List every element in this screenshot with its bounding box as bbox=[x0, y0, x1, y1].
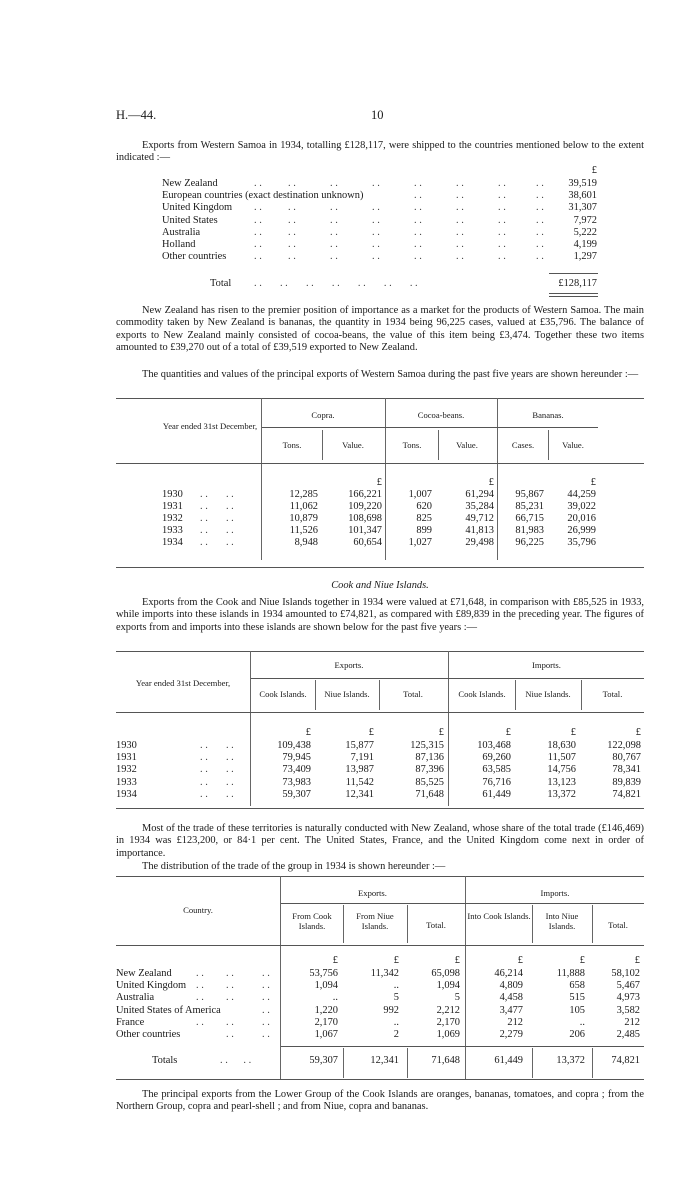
leader-dot: . . bbox=[414, 202, 422, 214]
subheader: From Niue Islands. bbox=[356, 911, 394, 931]
country-cell: New Zealand bbox=[116, 968, 172, 979]
value-cell: 11,542 bbox=[345, 776, 374, 788]
leader-dot: . . bbox=[372, 178, 380, 189]
paragraph-samoa-exports-intro: The quantities and values of the principal exports of Western Samoa during the past five years are shown hereunder :— bbox=[142, 369, 639, 380]
subheader: Niue Islands. bbox=[324, 689, 370, 699]
table-top-rule bbox=[116, 651, 644, 652]
subheader-rule bbox=[515, 680, 516, 710]
value-cell: 2,170 bbox=[436, 1016, 460, 1028]
leader-dot: . . bbox=[414, 226, 422, 238]
leader-dot: . . bbox=[414, 251, 422, 263]
leader-dot: . . bbox=[536, 214, 544, 226]
paragraph-nz-market: New Zealand has risen to the premier position of importance as a market for the products of Western Samoa. The main commodity taken by New Zealand is bananas, the quantity in 1934 being 96,225 cases, valued at £35,796. The balance of exports to New Zealand mainly consisted of cocoa-beans, the value of this item being £3,474. Together these two items amounted to £39,270 out of a total of £39,519 exported to New Zealand. bbox=[116, 305, 644, 354]
leader-dots: . . . . bbox=[200, 764, 234, 776]
year-cell: 1933 bbox=[116, 776, 137, 788]
leader-dots: . . . . bbox=[200, 489, 234, 500]
value-cell: 35,284 bbox=[465, 501, 494, 512]
paragraph-distribution-intro: The distribution of the trade of the group in 1934 is shown hereunder :— bbox=[142, 861, 446, 872]
value-cell: 122,098 bbox=[607, 740, 641, 751]
value-cell: 212 bbox=[507, 1016, 523, 1028]
leader-dot: . . bbox=[262, 992, 270, 1004]
value-cell: 212 bbox=[624, 1016, 640, 1028]
value-cell: 4,973 bbox=[616, 992, 640, 1004]
value-cell: 1,069 bbox=[436, 1029, 460, 1040]
value-cell: 46,214 bbox=[494, 968, 523, 979]
value-cell: 11,342 bbox=[370, 968, 399, 979]
country-cell: United Kingdom bbox=[116, 980, 187, 992]
year-cell: 1934 bbox=[116, 788, 137, 800]
leader-dot: . . bbox=[372, 239, 380, 250]
leader-dot: . . bbox=[330, 239, 338, 250]
value-cell: 7,191 bbox=[350, 752, 374, 764]
currency-symbol: £ bbox=[454, 955, 460, 966]
value-cell: 105 bbox=[569, 1004, 585, 1016]
table-bottom-rule bbox=[116, 1079, 644, 1080]
value-cell: 2,212 bbox=[436, 1004, 460, 1016]
leader-dot: . . bbox=[414, 239, 422, 250]
currency-symbol: £ bbox=[505, 727, 511, 738]
value-cell: .. bbox=[579, 1016, 585, 1028]
country-cell: United States of America bbox=[116, 1004, 221, 1016]
leader-dots: . . . . bbox=[200, 537, 234, 548]
value-cell: 166,221 bbox=[348, 489, 382, 500]
leader-dot: . . bbox=[456, 251, 464, 263]
subheader: Total. bbox=[403, 689, 423, 699]
value-cell: 206 bbox=[569, 1029, 585, 1040]
year-column-header: Year ended 31st December, bbox=[135, 678, 231, 688]
page-number: 10 bbox=[371, 108, 384, 122]
subheader: Value. bbox=[342, 440, 364, 450]
value-cell: 66,715 bbox=[515, 513, 544, 524]
value-cell: 87,136 bbox=[415, 752, 444, 764]
currency-symbol: £ bbox=[591, 165, 597, 176]
leader-dot: . . bbox=[262, 1004, 270, 1016]
value-cell: 658 bbox=[569, 980, 585, 992]
header-bottom-rule bbox=[116, 945, 644, 946]
destination-value: 4,199 bbox=[573, 239, 597, 250]
leader-dot: . . bbox=[414, 190, 422, 202]
currency-symbol: £ bbox=[305, 727, 311, 738]
value-cell: 58,102 bbox=[611, 968, 640, 979]
year-cell: 1930 bbox=[162, 489, 183, 500]
subheader-rule bbox=[592, 905, 593, 943]
destination-label: New Zealand bbox=[162, 178, 218, 189]
paragraph-trade-share: Most of the trade of these territories is naturally conducted with New Zealand, whose share of the total trade (£146,469) in 1934 was £123,200, or 84·1 per cent. The United States, France, and the United Kingdom come next in order of importance. bbox=[116, 823, 644, 859]
value-cell: .. bbox=[393, 980, 399, 992]
country-cell: Other countries bbox=[116, 1029, 181, 1040]
year-cell: 1932 bbox=[162, 513, 183, 524]
leader-dot: . . bbox=[498, 202, 506, 214]
leader-dot: . . bbox=[372, 251, 380, 263]
destination-label: United Kingdom bbox=[162, 202, 233, 214]
leader-dot: . . bbox=[226, 1029, 234, 1040]
total-label: Total bbox=[210, 278, 232, 289]
header-bottom-rule bbox=[116, 712, 644, 713]
subheader: Cook Islands. bbox=[259, 689, 307, 699]
destination-value: 1,297 bbox=[573, 251, 597, 263]
value-cell: .. bbox=[393, 1016, 399, 1028]
leader-dot: . . bbox=[536, 251, 544, 263]
leader-dot: . . bbox=[262, 1029, 270, 1040]
leader-dot: . . bbox=[254, 239, 262, 250]
leader-dot: . . bbox=[498, 251, 506, 263]
value-cell: 1,067 bbox=[314, 1029, 338, 1040]
leader-dot: . . bbox=[288, 239, 296, 250]
value-cell: 78,341 bbox=[612, 764, 641, 776]
currency-symbol: £ bbox=[368, 727, 374, 738]
destination-value: 31,307 bbox=[568, 202, 597, 214]
currency-symbol: £ bbox=[332, 955, 338, 966]
currency-symbol: £ bbox=[579, 955, 585, 966]
document-reference: H.—44. bbox=[116, 108, 157, 122]
subheader-rule bbox=[407, 905, 408, 943]
value-cell: 108,698 bbox=[348, 513, 382, 524]
subheader: Total. bbox=[426, 920, 446, 930]
table-top-rule bbox=[116, 876, 644, 877]
value-cell: 515 bbox=[569, 992, 585, 1004]
subheader: Into Niue Islands. bbox=[545, 911, 579, 931]
value-cell: 4,458 bbox=[499, 992, 523, 1004]
value-cell: 1,094 bbox=[436, 980, 460, 992]
currency-symbol: £ bbox=[393, 955, 399, 966]
leader-dot: . . bbox=[254, 202, 262, 214]
country-cell: France bbox=[116, 1016, 145, 1028]
value-cell: 80,767 bbox=[612, 752, 641, 764]
leader-dot: . . bbox=[414, 178, 422, 189]
total-cell: 71,648 bbox=[431, 1055, 460, 1066]
leader-dot: . . bbox=[456, 190, 464, 202]
subheader: Total. bbox=[602, 689, 623, 699]
leader-dot: . . bbox=[330, 214, 338, 226]
leader-dot: . . bbox=[498, 226, 506, 238]
leader-dot: . . bbox=[498, 239, 506, 250]
currency-symbol: £ bbox=[590, 477, 596, 488]
value-cell: 59,307 bbox=[282, 788, 311, 800]
leader-dot: . . bbox=[254, 214, 262, 226]
total-cell: 61,449 bbox=[494, 1055, 523, 1066]
value-cell: 5,467 bbox=[616, 980, 640, 992]
value-cell: 4,809 bbox=[499, 980, 523, 992]
leader-dot: . . bbox=[372, 214, 380, 226]
leader-dot: . . bbox=[226, 968, 234, 979]
value-cell: 12,285 bbox=[289, 489, 318, 500]
group-underline bbox=[251, 678, 644, 679]
value-cell: 13,372 bbox=[547, 788, 576, 800]
value-cell: 63,585 bbox=[482, 764, 511, 776]
country-column-header: Country. bbox=[183, 905, 213, 915]
value-cell: 109,438 bbox=[277, 740, 311, 751]
double-rule bbox=[549, 296, 598, 297]
leader-dot: . . bbox=[196, 968, 204, 979]
value-cell: 12,341 bbox=[345, 788, 374, 800]
group-underline bbox=[281, 903, 644, 904]
leader-dot: . . bbox=[226, 980, 234, 992]
group-header-copra: Copra. bbox=[311, 410, 335, 420]
destination-value: 7,972 bbox=[573, 214, 597, 226]
leader-dot: . . bbox=[262, 968, 270, 979]
leader-dot: . . bbox=[196, 980, 204, 992]
value-cell: 11,062 bbox=[289, 501, 318, 512]
year-cell: 1931 bbox=[116, 752, 137, 764]
paragraph-principal-exports: The principal exports from the Lower Group of the Cook Islands are oranges, bananas, tomatoes, and copra ; from the Northern Group, copra and pearl-shell ; and from Niue, copra and bananas. bbox=[116, 1089, 644, 1113]
leader-dot: . . bbox=[196, 992, 204, 1004]
destination-label: Holland bbox=[162, 239, 196, 250]
currency-symbol: £ bbox=[438, 727, 444, 738]
leader-dots: . . . . bbox=[200, 525, 234, 536]
currency-symbol: £ bbox=[517, 955, 523, 966]
value-cell: 74,821 bbox=[612, 788, 641, 800]
group-header-cocoa: Cocoa-beans. bbox=[417, 410, 465, 420]
subheader-rule bbox=[548, 430, 549, 460]
value-cell: 60,654 bbox=[353, 537, 382, 548]
year-cell: 1932 bbox=[116, 764, 137, 776]
subheader-rule bbox=[343, 905, 344, 943]
subheader: Niue Islands. bbox=[525, 689, 571, 699]
leader-dot: . . bbox=[196, 1016, 204, 1028]
leader-dots: . . . . . . . . . . . . . . bbox=[254, 278, 418, 289]
subheader: Tons. bbox=[282, 440, 302, 450]
value-cell: 11,507 bbox=[547, 752, 576, 764]
year-cell: 1933 bbox=[162, 525, 183, 536]
leader-dots: . . . . bbox=[200, 776, 234, 788]
subheader-rule bbox=[315, 680, 316, 710]
leader-dot: . . bbox=[254, 251, 262, 263]
value-cell: 81,983 bbox=[515, 525, 544, 536]
leader-dot: . . bbox=[536, 239, 544, 250]
subheader: Value. bbox=[562, 440, 584, 450]
leader-dot: . . bbox=[330, 226, 338, 238]
total-cell: 13,372 bbox=[556, 1055, 585, 1066]
leader-dot: . . bbox=[536, 226, 544, 238]
value-cell: 95,867 bbox=[515, 489, 544, 500]
subheader-rule bbox=[438, 430, 439, 460]
value-cell: 1,027 bbox=[408, 537, 432, 548]
value-cell: 20,016 bbox=[567, 513, 596, 524]
leader-dot: . . bbox=[288, 251, 296, 263]
leader-dot: . . bbox=[254, 226, 262, 238]
leader-dot: . . bbox=[226, 992, 234, 1004]
value-cell: 73,983 bbox=[282, 776, 311, 788]
value-cell: .. bbox=[332, 992, 338, 1004]
value-cell: 3,582 bbox=[616, 1004, 640, 1016]
value-cell: 3,477 bbox=[499, 1004, 523, 1016]
year-cell: 1931 bbox=[162, 501, 183, 512]
subheader: Cases. bbox=[511, 440, 535, 450]
leader-dot: . . bbox=[330, 251, 338, 263]
currency-symbol: £ bbox=[570, 727, 576, 738]
leader-dot: . . bbox=[330, 178, 338, 189]
value-cell: 73,409 bbox=[282, 764, 311, 776]
paragraph-cook-niue: Exports from the Cook and Niue Islands together in 1934 were valued at £71,648, in comparison with £85,525 in 1933, while imports into these islands in 1934 amounted to £74,821, as compared with £89,839 in the preceding year. The figures of exports from and imports into these islands are shown below for the past five years :— bbox=[116, 597, 644, 633]
leader-dot: . . bbox=[262, 980, 270, 992]
currency-symbol: £ bbox=[635, 727, 641, 738]
value-cell: 71,648 bbox=[415, 788, 444, 800]
double-rule bbox=[549, 293, 598, 294]
value-cell: 1,007 bbox=[408, 489, 432, 500]
leader-dot: . . bbox=[498, 214, 506, 226]
value-cell: 1,094 bbox=[314, 980, 338, 992]
leader-dot: . . bbox=[330, 202, 338, 214]
leader-dots: . . . . bbox=[200, 513, 234, 524]
sum-rule bbox=[549, 273, 598, 274]
leader-dot: . . bbox=[456, 178, 464, 189]
totals-rule bbox=[407, 1048, 408, 1078]
value-cell: 69,260 bbox=[482, 752, 511, 764]
intro-paragraph: Exports from Western Samoa in 1934, totalling £128,117, were shipped to the countries mentioned below to the extent indicated :— bbox=[116, 140, 644, 164]
destination-label: Australia bbox=[162, 226, 201, 238]
leader-dot: . . bbox=[456, 239, 464, 250]
subheader-rule bbox=[581, 680, 582, 710]
leader-dot: . . bbox=[498, 190, 506, 202]
destination-value: 5,222 bbox=[573, 226, 597, 238]
value-cell: 26,999 bbox=[567, 525, 596, 536]
leader-dot: . . bbox=[456, 202, 464, 214]
leader-dot: . . bbox=[456, 226, 464, 238]
group-underline bbox=[262, 427, 598, 428]
subheader: Tons. bbox=[402, 440, 422, 450]
leader-dots: . . . . bbox=[200, 752, 234, 764]
value-cell: 899 bbox=[416, 525, 432, 536]
total-cell: 59,307 bbox=[309, 1055, 338, 1066]
leader-dot: . . bbox=[262, 1016, 270, 1028]
subheader: Into Cook Islands. bbox=[467, 911, 531, 921]
currency-symbol: £ bbox=[376, 477, 382, 488]
leader-dot: . . bbox=[288, 178, 296, 189]
leader-dots: . . . . bbox=[200, 788, 234, 800]
value-cell: 76,716 bbox=[482, 776, 511, 788]
value-cell: 87,396 bbox=[415, 764, 444, 776]
leader-dots: . . . . bbox=[200, 501, 234, 512]
value-cell: 620 bbox=[416, 501, 432, 512]
subheader-rule bbox=[532, 905, 533, 943]
year-column-header: Year ended 31st December, bbox=[162, 421, 258, 431]
subheader: Cook Islands. bbox=[458, 689, 506, 699]
subheader: Total. bbox=[608, 920, 628, 930]
header-bottom-rule bbox=[116, 463, 644, 464]
group-header-imports: Imports. bbox=[540, 888, 570, 898]
value-cell: 825 bbox=[416, 513, 432, 524]
value-cell: 14,756 bbox=[547, 764, 576, 776]
value-cell: 2,170 bbox=[314, 1016, 338, 1028]
value-cell: 2 bbox=[393, 1029, 399, 1040]
value-cell: 79,945 bbox=[282, 752, 311, 764]
leader-dot: . . bbox=[536, 178, 544, 189]
destination-value: 39,519 bbox=[568, 178, 597, 189]
total-cell: 74,821 bbox=[611, 1055, 640, 1066]
value-cell: 35,796 bbox=[567, 537, 596, 548]
totals-label: Totals bbox=[152, 1055, 178, 1066]
group-header-exports: Exports. bbox=[358, 888, 387, 898]
currency-symbol: £ bbox=[634, 955, 640, 966]
totals-rule bbox=[343, 1048, 344, 1078]
value-cell: 11,888 bbox=[556, 968, 585, 979]
table-bottom-rule bbox=[116, 808, 644, 809]
value-cell: 2,485 bbox=[616, 1029, 640, 1040]
leader-dot: . . bbox=[536, 202, 544, 214]
subheader-rule bbox=[322, 430, 323, 460]
value-cell: 18,630 bbox=[547, 740, 576, 751]
value-cell: 1,220 bbox=[314, 1004, 338, 1016]
value-cell: 41,813 bbox=[465, 525, 494, 536]
group-header-imports: Imports. bbox=[532, 660, 561, 670]
year-cell: 1930 bbox=[116, 740, 137, 751]
section-title: Cook and Niue Islands. bbox=[331, 580, 429, 591]
value-cell: 53,756 bbox=[309, 968, 338, 979]
value-cell: 103,468 bbox=[477, 740, 511, 751]
totals-rule bbox=[281, 1046, 644, 1047]
value-cell: 29,498 bbox=[465, 537, 494, 548]
value-cell: 10,879 bbox=[289, 513, 318, 524]
year-cell: 1934 bbox=[162, 537, 183, 548]
value-cell: 39,022 bbox=[567, 501, 596, 512]
leader-dot: . . bbox=[456, 214, 464, 226]
subheader: From Cook Islands. bbox=[292, 911, 332, 931]
subheader: Value. bbox=[456, 440, 478, 450]
value-cell: 85,231 bbox=[515, 501, 544, 512]
value-cell: 44,259 bbox=[567, 489, 596, 500]
group-header-exports: Exports. bbox=[334, 660, 364, 670]
leader-dot: . . bbox=[498, 178, 506, 189]
value-cell: 61,449 bbox=[482, 788, 511, 800]
value-cell: 5 bbox=[393, 992, 399, 1004]
leader-dot: . . bbox=[254, 178, 262, 189]
leader-dot: . . bbox=[288, 202, 296, 214]
value-cell: 992 bbox=[383, 1004, 399, 1016]
leader-dot: . . bbox=[372, 226, 380, 238]
value-cell: 125,315 bbox=[410, 740, 444, 751]
leader-dot: . . bbox=[288, 214, 296, 226]
value-cell: 96,225 bbox=[515, 537, 544, 548]
value-cell: 11,526 bbox=[289, 525, 318, 536]
leader-dot: . . bbox=[288, 226, 296, 238]
table-bottom-rule bbox=[116, 567, 644, 568]
value-cell: 13,987 bbox=[345, 764, 374, 776]
value-cell: 13,123 bbox=[547, 776, 576, 788]
value-cell: 15,877 bbox=[345, 740, 374, 751]
value-cell: 5 bbox=[454, 992, 460, 1004]
destination-label: European countries (exact destination unknown) bbox=[162, 190, 364, 202]
group-header-bananas: Bananas. bbox=[532, 410, 564, 420]
value-cell: 49,712 bbox=[465, 513, 494, 524]
value-cell: 85,525 bbox=[415, 776, 444, 788]
value-cell: 101,347 bbox=[348, 525, 382, 536]
leader-dot: . . bbox=[414, 214, 422, 226]
total-value: £128,117 bbox=[558, 278, 597, 289]
totals-rule bbox=[592, 1048, 593, 1078]
destination-value: 38,601 bbox=[568, 190, 597, 202]
destination-label: Other countries bbox=[162, 251, 227, 263]
leader-dot: . . bbox=[536, 190, 544, 202]
value-cell: 65,098 bbox=[431, 968, 460, 979]
table-top-rule bbox=[116, 398, 644, 399]
value-cell: 109,220 bbox=[348, 501, 382, 512]
leader-dots: . . . . bbox=[220, 1055, 252, 1066]
value-cell: 2,279 bbox=[499, 1029, 523, 1040]
value-cell: 89,839 bbox=[612, 776, 641, 788]
total-cell: 12,341 bbox=[370, 1055, 399, 1066]
value-cell: 61,294 bbox=[465, 489, 494, 500]
subheader-rule bbox=[379, 680, 380, 710]
leader-dot: . . bbox=[372, 202, 380, 214]
destination-label: United States bbox=[162, 214, 218, 226]
leader-dot: . . bbox=[226, 1016, 234, 1028]
country-cell: Australia bbox=[116, 992, 155, 1004]
currency-symbol: £ bbox=[488, 477, 494, 488]
value-cell: 8,948 bbox=[294, 537, 318, 548]
leader-dots: . . . . bbox=[200, 740, 234, 751]
totals-rule bbox=[532, 1048, 533, 1078]
